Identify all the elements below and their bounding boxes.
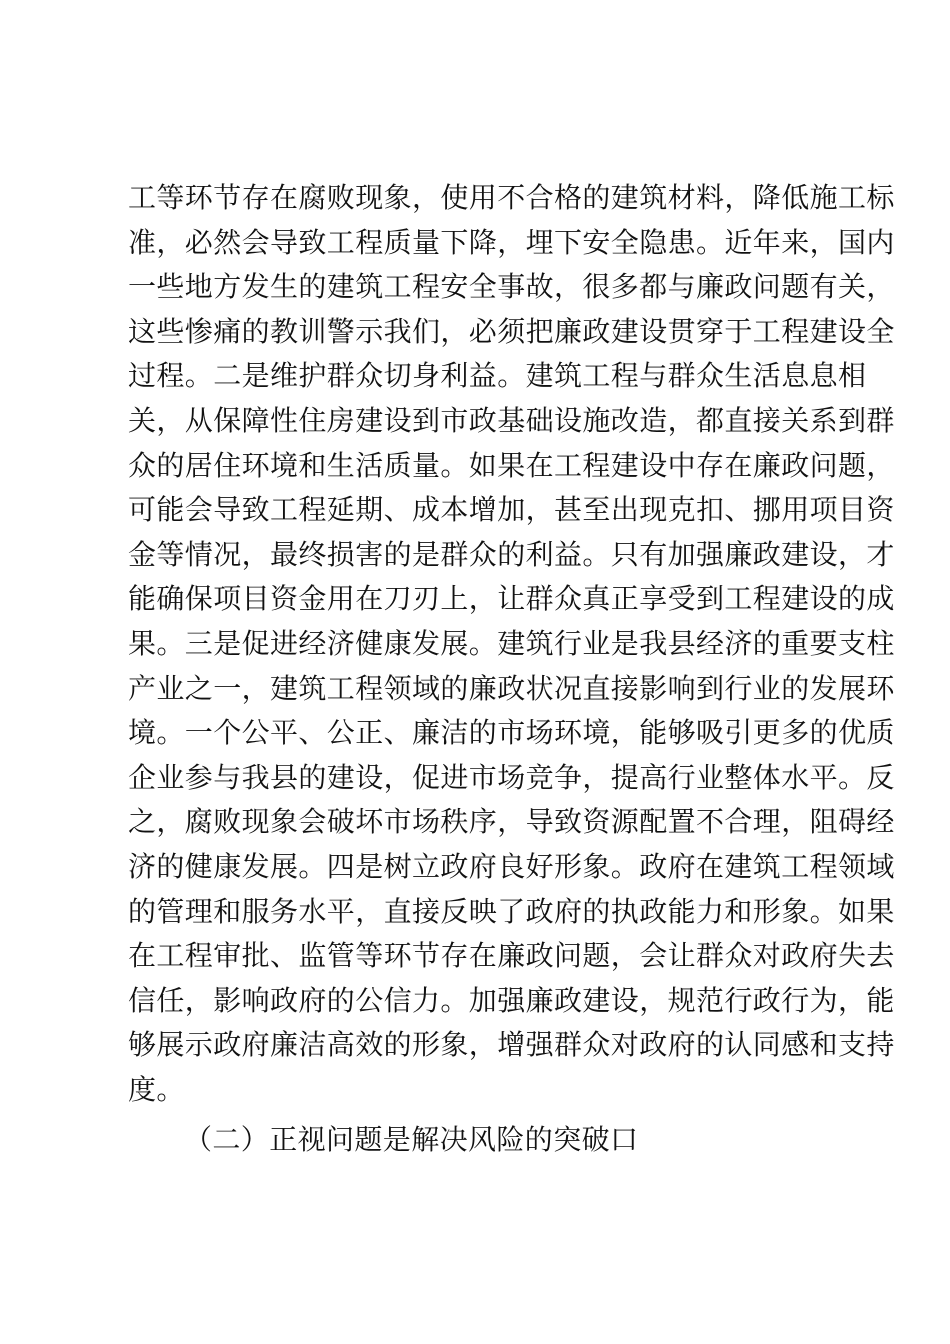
text-line: 在工程审批、监管等环节存在廉政问题，会让群众对政府失去	[128, 939, 895, 973]
text-line: 金等情况，最终损害的是群众的利益。只有加强廉政建设，才	[128, 537, 895, 571]
text-line: 度。	[128, 1072, 185, 1106]
text-line: 能确保项目资金用在刀刃上，让群众真正享受到工程建设的成	[128, 582, 895, 616]
text-line: 的管理和服务水平，直接反映了政府的执政能力和形象。如果	[128, 894, 895, 928]
text-line: 够展示政府廉洁高效的形象，增强群众对政府的认同感和支持	[128, 1028, 895, 1062]
body-paragraph	[128, 176, 895, 1112]
text-line: 企业参与我县的建设，促进市场竞争，提高行业整体水平。反	[128, 760, 895, 794]
text-line: 之，腐败现象会破坏市场秩序，导致资源配置不合理，阻碍经	[128, 805, 895, 839]
text-line: 过程。二是维护群众切身利益。建筑工程与群众生活息息相	[128, 359, 867, 393]
text-line: 信任，影响政府的公信力。加强廉政建设，规范行政行为，能	[128, 983, 895, 1017]
text-line: 关，从保障性住房建设到市政基础设施改造，都直接关系到群	[128, 403, 895, 437]
text-line: 可能会导致工程延期、成本增加，甚至出现克扣、挪用项目资	[128, 493, 895, 527]
text-line: 境。一个公平、公正、廉洁的市场环境，能够吸引更多的优质	[128, 716, 895, 750]
text-line: 工等环节存在腐败现象，使用不合格的建筑材料，降低施工标	[128, 181, 895, 214]
text-line: 众的居住环境和生活质量。如果在工程建设中存在廉政问题，	[128, 448, 895, 482]
text-line: 济的健康发展。四是树立政府良好形象。政府在建筑工程领域	[128, 849, 895, 883]
text-line: 准，必然会导致工程质量下降，埋下安全隐患。近年来，国内	[128, 225, 895, 259]
section-heading: （二）正视问题是解决风险的突破口	[184, 1123, 639, 1156]
text-line: 一些地方发生的建筑工程安全事故，很多都与廉政问题有关，	[128, 270, 895, 304]
text-line: 产业之一，建筑工程领域的廉政状况直接影响到行业的发展环	[128, 671, 895, 705]
text-line: 果。三是促进经济健康发展。建筑行业是我县经济的重要支柱	[128, 626, 895, 660]
text-line: 这些惨痛的教训警示我们，必须把廉政建设贯穿于工程建设全	[128, 314, 895, 348]
